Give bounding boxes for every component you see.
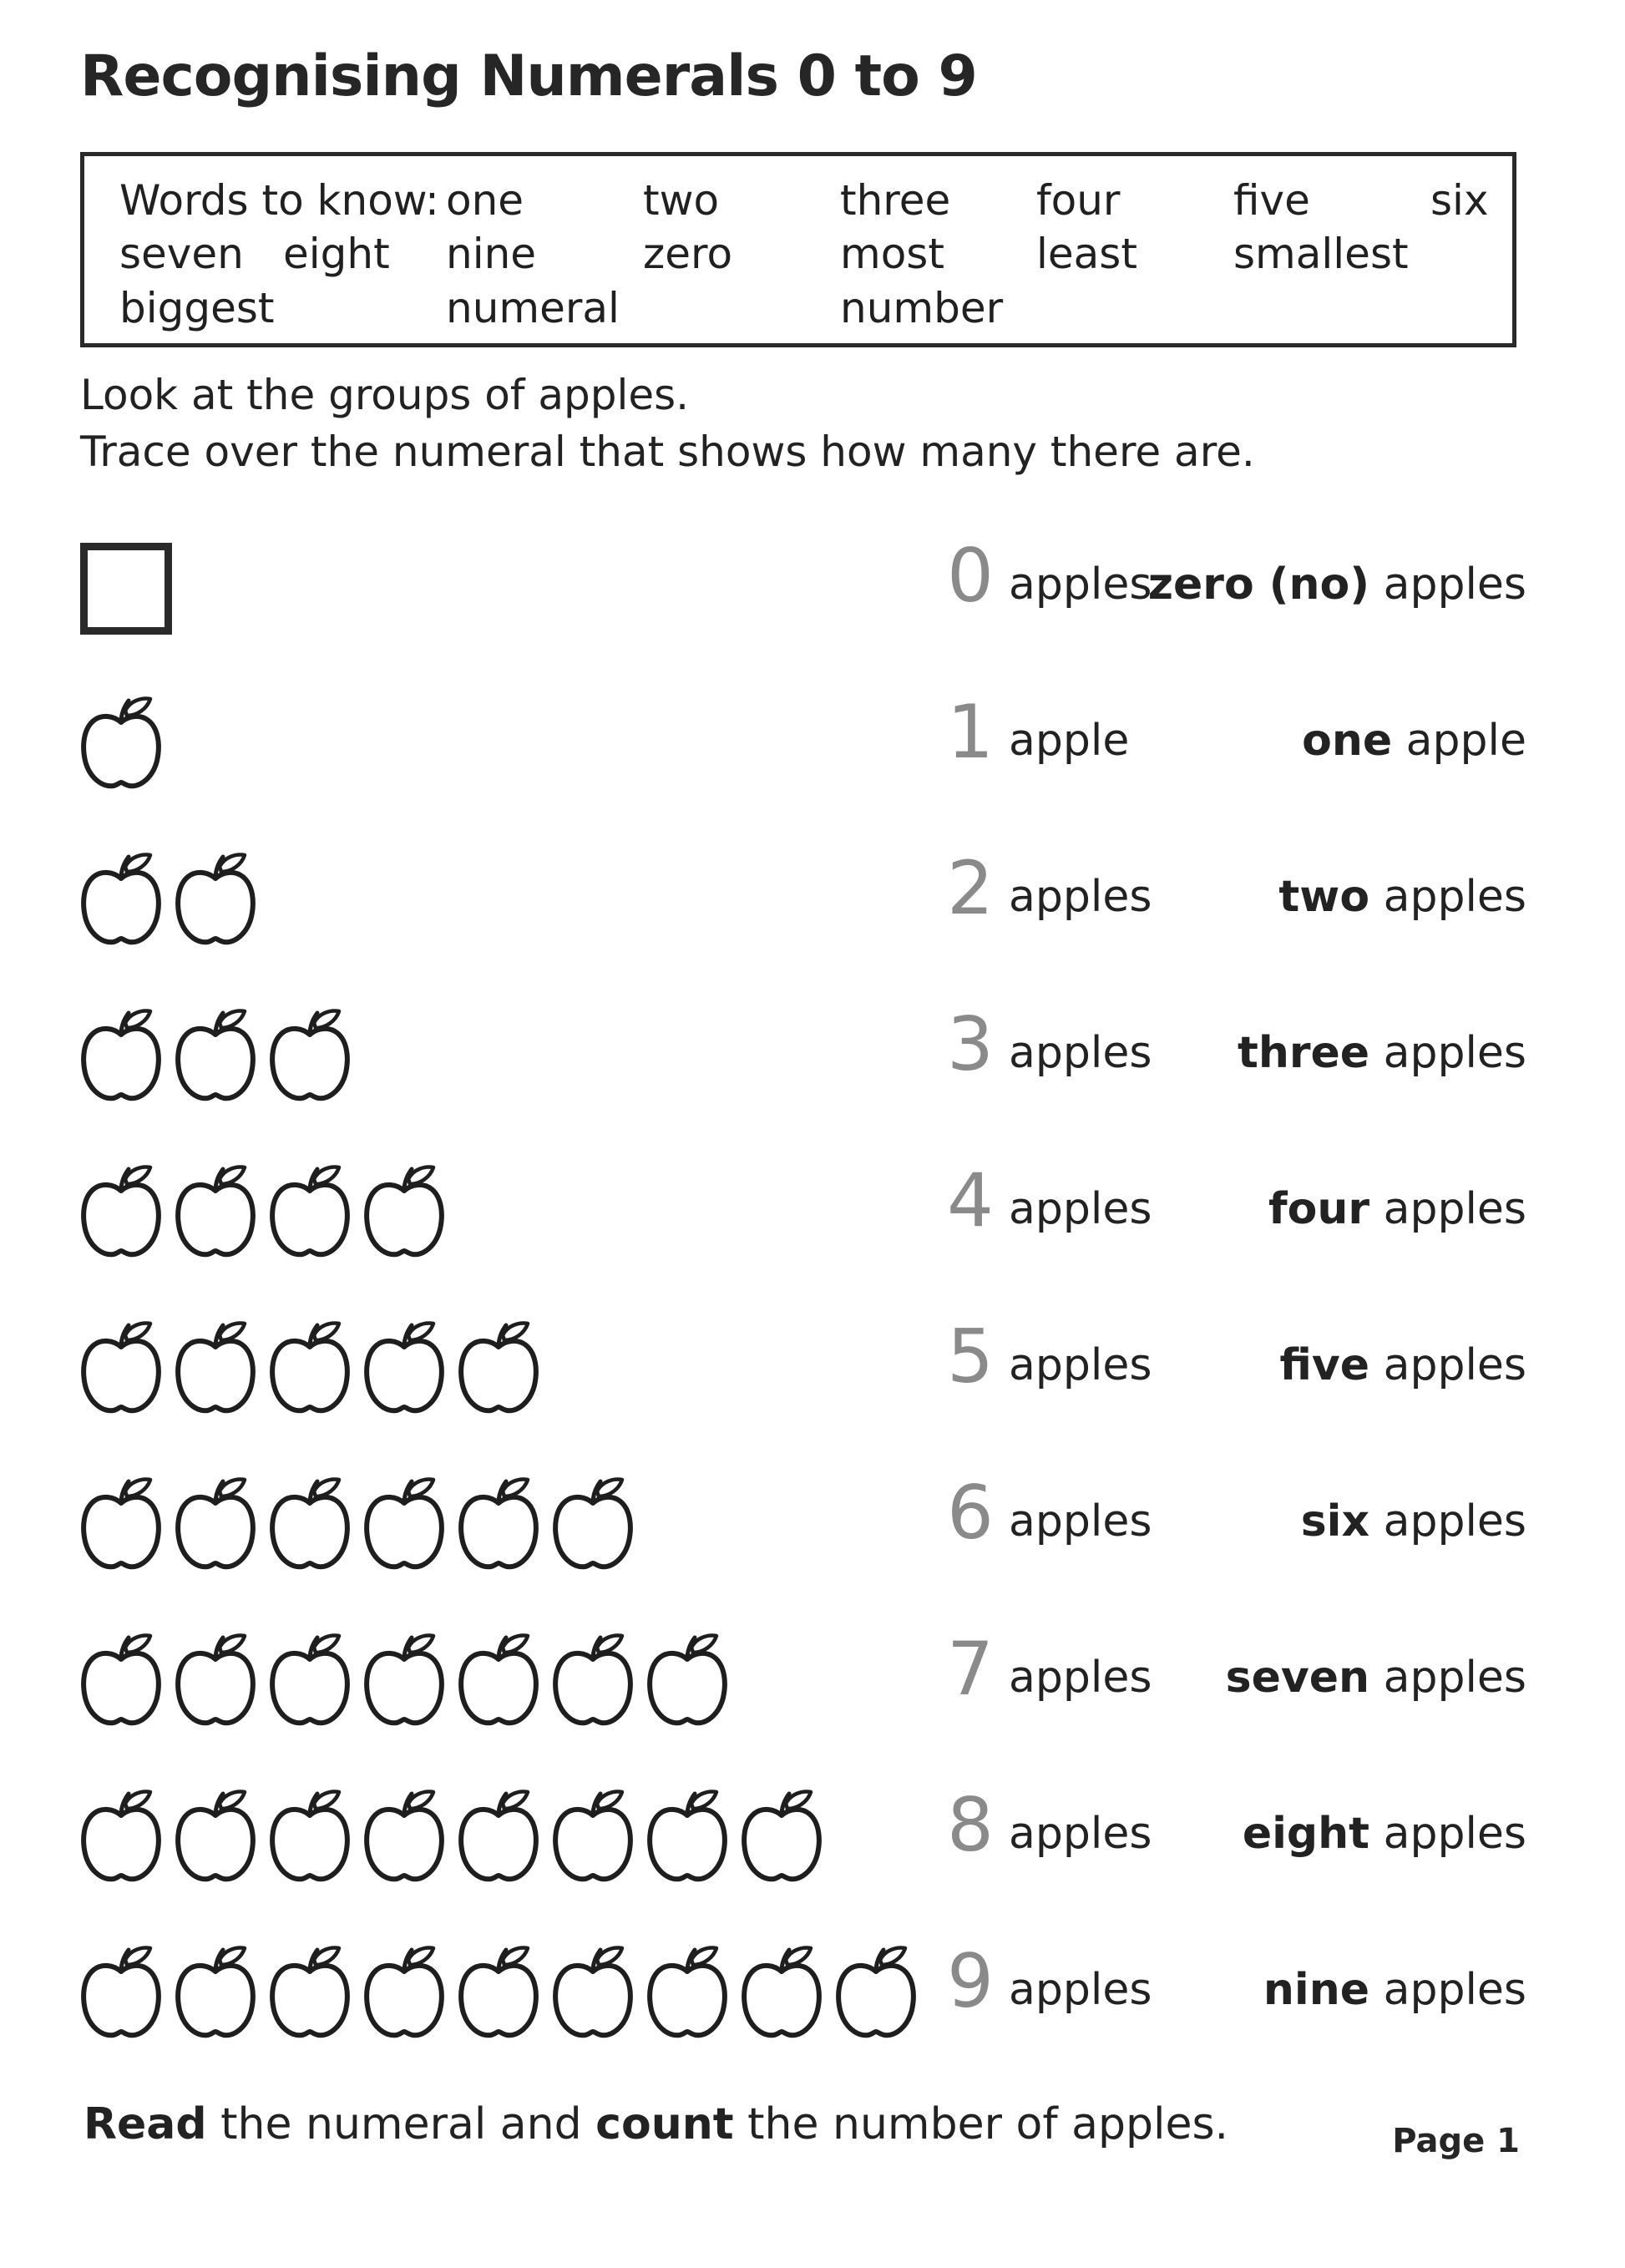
apple-icon [269,1006,351,1103]
apple-icon [175,1162,256,1259]
number-word-space [1369,1028,1384,1078]
apple-icon [80,1475,162,1572]
words-to-know-box [80,152,1516,347]
word-smallest: smallest [1233,230,1409,278]
word-nine: nine [446,230,537,278]
word-one: one [446,176,524,225]
apple-icon [80,1162,162,1259]
apple-icon [741,1943,823,2040]
apple-icon [175,1631,256,1728]
number-word-space [1369,1184,1384,1234]
numeral-unit: apples [1009,1496,1152,1547]
apple-icon [458,1631,539,1728]
count-row-5 [0,1305,1625,1430]
apple-icon [741,1787,823,1884]
traceable-numeral[interactable]: 7 [947,1626,994,1712]
number-word [1263,1965,1526,2015]
word-number: number [840,284,1004,332]
number-word-unit: apples [1383,1184,1526,1234]
apple-icon [552,1787,634,1884]
apple-icon [269,1631,351,1728]
apple-icon [458,1943,539,2040]
word-seven: seven [119,230,244,278]
apple-icon [458,1787,539,1884]
words-to-know-label: Words to know: [119,176,439,225]
number-word-space [1369,1496,1384,1547]
number-word-bold: seven [1225,1653,1370,1703]
number-word-space [1369,1340,1384,1390]
apple-icon [552,1943,634,2040]
number-word [1237,1028,1526,1078]
word-four: four [1036,176,1121,225]
numeral-unit: apples [1009,1184,1152,1234]
count-row-6 [0,1461,1625,1587]
number-word-space [1369,872,1384,922]
number-word-bold: three [1237,1028,1370,1078]
count-row-7 [0,1617,1625,1743]
word-eight: eight [283,230,390,278]
count-row-9 [0,1930,1625,2055]
apple-icon [269,1943,351,2040]
numeral-unit: apples [1009,872,1152,922]
numeral-unit: apple [1009,716,1130,766]
traceable-numeral[interactable]: 1 [947,689,994,775]
footer-instruction [84,2099,1229,2149]
apple-icon [80,1006,162,1103]
traceable-numeral[interactable]: 2 [947,845,994,931]
apple-icon [80,1631,162,1728]
number-word-bold: one [1302,716,1393,766]
number-word [1278,872,1526,922]
apple-icon [363,1475,445,1572]
number-word [1302,716,1526,766]
numeral-unit: apples [1009,559,1152,610]
word-numeral: numeral [446,284,620,332]
apple-icon [80,1943,162,2040]
word-zero: zero [643,230,733,278]
number-word-unit: apples [1383,559,1526,610]
apple-icon [363,1943,445,2040]
apple-icon [80,1787,162,1884]
numeral-unit: apples [1009,1340,1152,1390]
number-word-unit: apple [1405,716,1526,766]
page-number: Page 1 [1392,2122,1520,2160]
apple-icon [269,1162,351,1259]
number-word-unit: apples [1383,872,1526,922]
traceable-numeral[interactable]: 5 [947,1314,994,1400]
traceable-numeral[interactable]: 6 [947,1470,994,1556]
footer-read-word: Read [84,2099,207,2149]
apple-icon [363,1162,445,1259]
word-two: two [643,176,720,225]
number-word [1242,1809,1526,1859]
word-least: least [1036,230,1137,278]
footer-middle-text: the numeral and [206,2099,596,2149]
apple-icon [646,1787,728,1884]
number-word-unit: apples [1383,1340,1526,1390]
number-word-bold: six [1300,1496,1370,1547]
number-word-bold: eight [1242,1809,1370,1859]
word-biggest: biggest [119,284,275,332]
apple-icon [175,1475,256,1572]
number-word-bold: two [1278,872,1370,922]
word-six: six [1430,176,1489,225]
apple-icon [269,1319,351,1415]
apple-icon [458,1475,539,1572]
instruction-line-1: Look at the groups of apples. [80,371,690,419]
traceable-numeral[interactable]: 9 [947,1938,994,2024]
number-word-unit: apples [1383,1809,1526,1859]
number-word [1225,1653,1526,1703]
numeral-unit: apples [1009,1653,1152,1703]
page-title: Recognising Numerals 0 to 9 [80,43,977,109]
number-word-unit: apples [1383,1965,1526,2015]
footer-count-word: count [595,2099,734,2149]
apple-icon [175,850,256,947]
apple-icon [363,1319,445,1415]
number-word-space [1369,1965,1384,2015]
apple-icon [80,850,162,947]
number-word-unit: apples [1383,1653,1526,1703]
traceable-numeral[interactable]: 3 [947,1001,994,1087]
apple-icon [269,1475,351,1572]
number-word-bold: nine [1263,1965,1370,2015]
number-word-space [1369,1653,1384,1703]
apple-icon [175,1943,256,2040]
apple-icon [458,1319,539,1415]
apple-icon [646,1631,728,1728]
apple-icon [269,1787,351,1884]
number-word-bold: four [1268,1184,1370,1234]
count-row-8 [0,1774,1625,1899]
apple-icon [552,1475,634,1572]
number-word [1147,559,1526,610]
apple-icon [175,1006,256,1103]
count-row-1 [0,681,1625,806]
word-most: most [840,230,944,278]
number-word-unit: apples [1383,1028,1526,1078]
number-word-space [1369,1809,1384,1859]
number-word-space [1369,559,1384,610]
apple-icon [80,694,162,791]
apple-icon [835,1943,917,2040]
apple-icon [646,1943,728,2040]
traceable-numeral[interactable]: 8 [947,1782,994,1868]
numeral-unit: apples [1009,1809,1152,1859]
footer-end-text: the number of apples. [733,2099,1229,2149]
apple-icon [80,1319,162,1415]
empty-box [80,543,172,635]
apple-icon [175,1787,256,1884]
count-row-3 [0,993,1625,1118]
number-word [1268,1184,1526,1234]
apple-icon [363,1787,445,1884]
word-three: three [840,176,951,225]
traceable-numeral[interactable]: 0 [947,533,994,619]
apple-icon [552,1631,634,1728]
number-word [1300,1496,1526,1547]
number-word-space [1392,716,1406,766]
apple-icon [363,1631,445,1728]
instruction-line-2: Trace over the numeral that shows how many there are. [80,428,1255,476]
number-word [1279,1340,1526,1390]
numeral-unit: apples [1009,1965,1152,2015]
traceable-numeral[interactable]: 4 [947,1157,994,1243]
apple-icon [175,1319,256,1415]
count-row-0 [0,524,1625,650]
number-word-bold: zero (no) [1147,559,1370,610]
number-word-bold: five [1279,1340,1370,1390]
count-row-2 [0,837,1625,962]
number-word-unit: apples [1383,1496,1526,1547]
numeral-unit: apples [1009,1028,1152,1078]
count-row-4 [0,1149,1625,1274]
word-five: five [1233,176,1310,225]
